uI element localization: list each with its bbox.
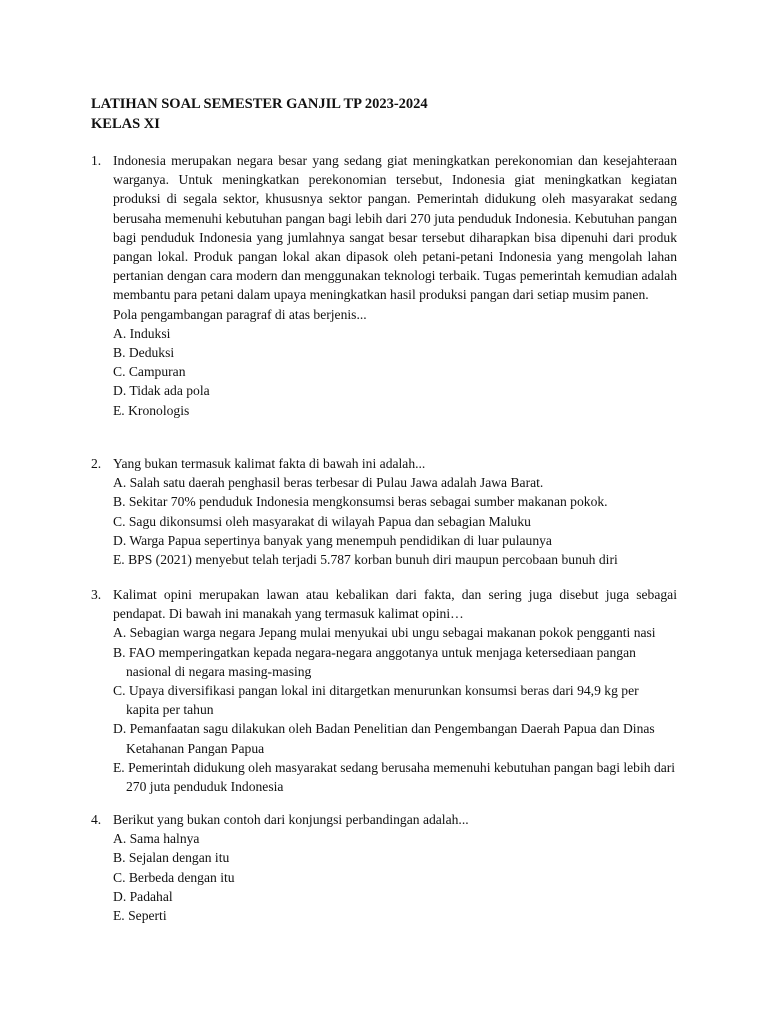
question-number: 1. (91, 153, 102, 168)
option-a: A. Sama halnya (113, 831, 200, 847)
question-2 (91, 454, 677, 569)
question-text: Kalimat opini merupakan lawan atau kebalikan dari fakta, dan sering juga disebut juga sebagai pendapat. Di bawah ini manakah yang termasuk kalimat opini… (113, 587, 677, 622)
option-e: E. BPS (2021) menyebut telah terjadi 5.787 korban bunuh diri maupun percobaan bunuh diri (113, 552, 618, 568)
option-d: D. Padahal (113, 888, 173, 904)
question-number: 2. (91, 456, 102, 471)
option-b: B. FAO memperingatkan kepada negara-negara anggotanya untuk menjaga ketersediaan pangan nasional di negara masing-masing (113, 644, 636, 679)
option-a: A. Salah satu daerah penghasil beras terbesar di Pulau Jawa adalah Jawa Barat. (113, 475, 544, 491)
question-text: Berikut yang bukan contoh dari konjungsi perbandingan adalah... (113, 812, 469, 827)
option-b: B. Sejalan dengan itu (113, 850, 230, 866)
header-title: LATIHAN SOAL SEMESTER GANJIL TP 2023-2024 (91, 96, 428, 112)
question-text: Indonesia merupakan negara besar yang sedang giat meningkatkan perekonomian dan kesejahteraan warganya. Untuk meningkatkan perekonomian tersebut, Indonesia giat meningkatkan kegiatan produksi di segala sektor, khususnya sektor pangan. Pemerintah didukung oleh masyarakat sedang berusaha memenuhi kebutuhan pangan bagi lebih dari 270 juta penduduk Indonesia. Kebutuhan pangan bagi penduduk Indonesia yang jumlahnya sangat besar tersebut diharapkan bisa dipenuhi dari produk pangan lokal. Produk pangan lokal akan dipasok oleh petani-petani Indonesia yang mengolah lahan pertanian dengan cara modern dan menggunakan teknologi terbaik. Tugas pemerintah kemudian adalah membantu para petani dalam upaya meningkatkan hasil produksi pangan dari setiap musim panen. (113, 153, 677, 303)
option-d: D. Tidak ada pola (113, 383, 210, 399)
question-number: 4. (91, 812, 102, 827)
option-e: E. Pemerintah didukung oleh masyarakat sedang berusaha memenuhi kebutuhan pangan bagi lebih dari 270 juta penduduk Indonesia (113, 759, 676, 795)
document-header (91, 94, 428, 134)
option-c: C. Sagu dikonsumsi oleh masyarakat di wilayah Papua dan sebagian Maluku (113, 513, 531, 529)
option-d: D. Pemanfaatan sagu dilakukan oleh Badan Penelitian dan Pengembangan Daerah Papua dan Dinas Ketahanan Pangan Papua (113, 721, 655, 756)
option-e: E. Seperti (113, 908, 167, 924)
option-d: D. Warga Papua sepertinya banyak yang menempuh pendidikan di luar pulaunya (113, 532, 552, 548)
header-class: KELAS XI (91, 116, 160, 132)
option-e: E. Kronologis (113, 402, 190, 418)
option-b: B. Sekitar 70% penduduk Indonesia mengkonsumsi beras sebagai sumber makanan pokok. (113, 494, 608, 510)
option-a: A. Sebagian warga negara Jepang mulai menyukai ubi ungu sebagai makanan pokok pengganti nasi (113, 625, 656, 641)
option-b: B. Deduksi (113, 345, 175, 361)
option-c: C. Campuran (113, 364, 186, 380)
question-1 (91, 151, 677, 420)
question-4 (91, 810, 677, 925)
question-3 (91, 585, 677, 796)
option-c: C. Berbeda dengan itu (113, 869, 235, 885)
question-prompt: Pola pengambangan paragraf di atas berjenis... (113, 306, 367, 322)
question-number: 3. (91, 587, 102, 602)
option-a: A. Induksi (113, 325, 171, 341)
option-c: C. Upaya diversifikasi pangan lokal ini ditargetkan menurunkan konsumsi beras dari 94,9 kg per kapita per tahun (113, 683, 639, 718)
question-text: Yang bukan termasuk kalimat fakta di bawah ini adalah... (113, 456, 426, 471)
